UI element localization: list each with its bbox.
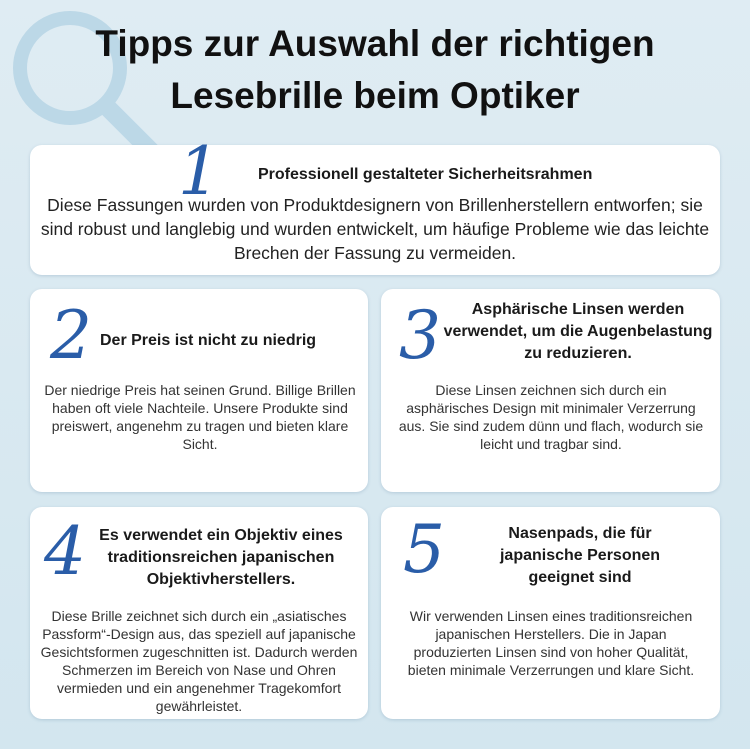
- tip-number-3: 3: [399, 297, 441, 374]
- tip-heading-5: Nasenpads, die für japanische Personen geeignet sind: [499, 525, 661, 586]
- tip-text-5: Wir verwenden Linsen eines traditionsreichen japanischen Herstellers. Die in Japan produzierten Linsen sind von hoher Qualität, bieten minimale Verzerrungen und klare Sicht.: [407, 608, 695, 678]
- tip-heading-4: Es verwendet ein Objektiv eines traditionsreichen japanischen Objektivherstellers.: [99, 527, 343, 588]
- tip-card-1: [30, 133, 720, 275]
- tip-number-1: 1: [178, 133, 220, 210]
- tip-text-3: Diese Linsen zeichnen sich durch ein asphärisches Design mit minimaler Verzerrung aus. Sie sind zudem dünn und flach, wodurch sie leicht und tragbar sind.: [398, 382, 704, 452]
- tip-text-4: Diese Brille zeichnet sich durch ein „asiatisches Passform“-Design aus, das speziell auf japanische Gesichtsformen zugeschnitten ist. Dadurch werden Schmerzen im Bereich von Nase und Ohren vermieden und ein angenehmer Tragekomfort gewährleistet.: [40, 608, 358, 714]
- title-line-1: Tipps zur Auswahl der richtigen: [95, 23, 655, 64]
- tip-number-2: 2: [50, 297, 92, 374]
- tip-text-2: Der niedrige Preis hat seinen Grund. Billige Brillen haben oft viele Nachteile. Unsere Produkte sind preiswert, angenehm zu tragen und bieten klare Sicht.: [44, 382, 356, 452]
- tip-heading-3: Asphärische Linsen werden verwendet, um die Augenbelastung zu reduzieren.: [443, 301, 713, 362]
- tip-number-4: 4: [44, 513, 86, 590]
- tip-card-5: [381, 507, 720, 719]
- tip-number-5: 5: [403, 511, 445, 588]
- page-title: [0, 18, 750, 122]
- tip-card-4: [30, 507, 368, 719]
- tip-heading-2: Der Preis ist nicht zu niedrig: [100, 332, 317, 349]
- tip-heading-1: Professionell gestalteter Sicherheitsrahmen: [258, 166, 593, 183]
- tip-card-3: [381, 289, 720, 492]
- tip-card-2: [30, 289, 368, 492]
- tip-text-1: Diese Fassungen wurden von Produktdesignern von Brillenherstellern entworfen; sie sind robust und langlebig und wurden entwickelt, um häufige Probleme wie das leichte Brechen der Fassung zu vermeiden.: [40, 195, 710, 263]
- title-line-2: Lesebrille beim Optiker: [170, 75, 580, 116]
